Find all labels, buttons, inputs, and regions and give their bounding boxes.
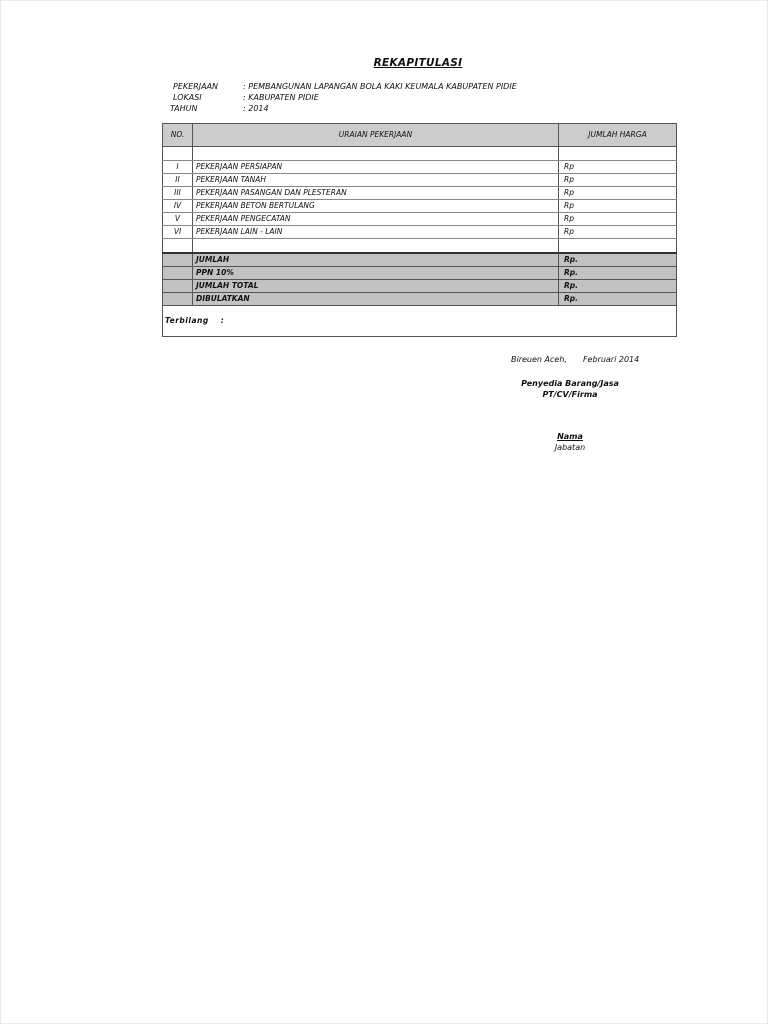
signature-company — [481, 378, 659, 400]
summary-row-jumlah-total — [163, 280, 677, 293]
row-uraian: PEKERJAAN LAIN - LAIN — [193, 226, 559, 239]
terbilang-row — [163, 306, 677, 337]
meta-row-lokasi — [167, 92, 517, 103]
table-blank-row — [163, 147, 677, 161]
summary-row-dibulatkan — [163, 293, 677, 306]
summary-harga: Rp. — [559, 280, 677, 293]
row-harga: Rp — [559, 187, 677, 200]
signature-company-name: PT/CV/Firma — [542, 390, 598, 399]
header-no: NO. — [163, 124, 193, 147]
row-uraian: PEKERJAAN BETON BERTULANG — [193, 200, 559, 213]
row-no: II — [163, 174, 193, 187]
meta-value: : 2014 — [243, 104, 269, 113]
meta-label: TAHUN — [170, 104, 198, 113]
table-row — [163, 187, 677, 200]
table-blank-row — [163, 239, 677, 254]
summary-label: PPN 10% — [193, 267, 559, 280]
summary-label: DIBULATKAN — [193, 293, 559, 306]
header-harga: JUMLAH HARGA — [559, 124, 677, 147]
table-row — [163, 161, 677, 174]
row-harga: Rp — [559, 161, 677, 174]
row-no: V — [163, 213, 193, 226]
summary-harga: Rp. — [559, 253, 677, 267]
row-harga: Rp — [559, 174, 677, 187]
header-uraian: URAIAN PEKERJAAN — [193, 124, 559, 147]
meta-value: : PEMBANGUNAN LAPANGAN BOLA KAKI KEUMALA KABUPATEN PIDIE — [243, 82, 517, 91]
terbilang-label: Terbilang — [165, 316, 209, 325]
document-meta — [167, 81, 517, 114]
summary-row-jumlah — [163, 253, 677, 267]
meta-label: PEKERJAAN — [173, 82, 219, 91]
row-harga: Rp — [559, 213, 677, 226]
signature-place: Bireuen Aceh, — [511, 355, 567, 364]
table-header-row — [163, 124, 677, 147]
table-row — [163, 213, 677, 226]
row-no: I — [163, 161, 193, 174]
document-title: REKAPITULASI — [373, 57, 463, 69]
table-row — [163, 200, 677, 213]
row-uraian: PEKERJAAN PENGECATAN — [193, 213, 559, 226]
signature-name-block — [481, 431, 659, 453]
row-uraian: PEKERJAAN TANAH — [193, 174, 559, 187]
summary-row-ppn — [163, 267, 677, 280]
signature-date — [511, 355, 689, 364]
signature-month: Februari 2014 — [582, 355, 640, 364]
table-row — [163, 174, 677, 187]
terbilang-colon: : — [220, 316, 225, 325]
summary-label: JUMLAH TOTAL — [193, 280, 559, 293]
row-harga: Rp — [559, 200, 677, 213]
row-no: IV — [163, 200, 193, 213]
summary-harga: Rp. — [559, 267, 677, 280]
meta-value: : KABUPATEN PIDIE — [243, 93, 319, 102]
row-uraian: PEKERJAAN PERSIAPAN — [193, 161, 559, 174]
meta-label: LOKASI — [173, 93, 202, 102]
summary-harga: Rp. — [559, 293, 677, 306]
row-no: III — [163, 187, 193, 200]
row-no: VI — [163, 226, 193, 239]
meta-row-pekerjaan — [167, 81, 517, 92]
row-uraian: PEKERJAAN PASANGAN DAN PLESTERAN — [193, 187, 559, 200]
meta-row-tahun — [167, 103, 517, 114]
row-harga: Rp — [559, 226, 677, 239]
signature-name: Nama — [557, 432, 583, 441]
signature-role: Penyedia Barang/Jasa — [521, 379, 619, 388]
table-row — [163, 226, 677, 239]
rekap-table — [162, 123, 677, 337]
signature-position: Jabatan — [554, 443, 586, 452]
summary-label: JUMLAH — [193, 253, 559, 267]
terbilang-cell — [163, 306, 677, 337]
